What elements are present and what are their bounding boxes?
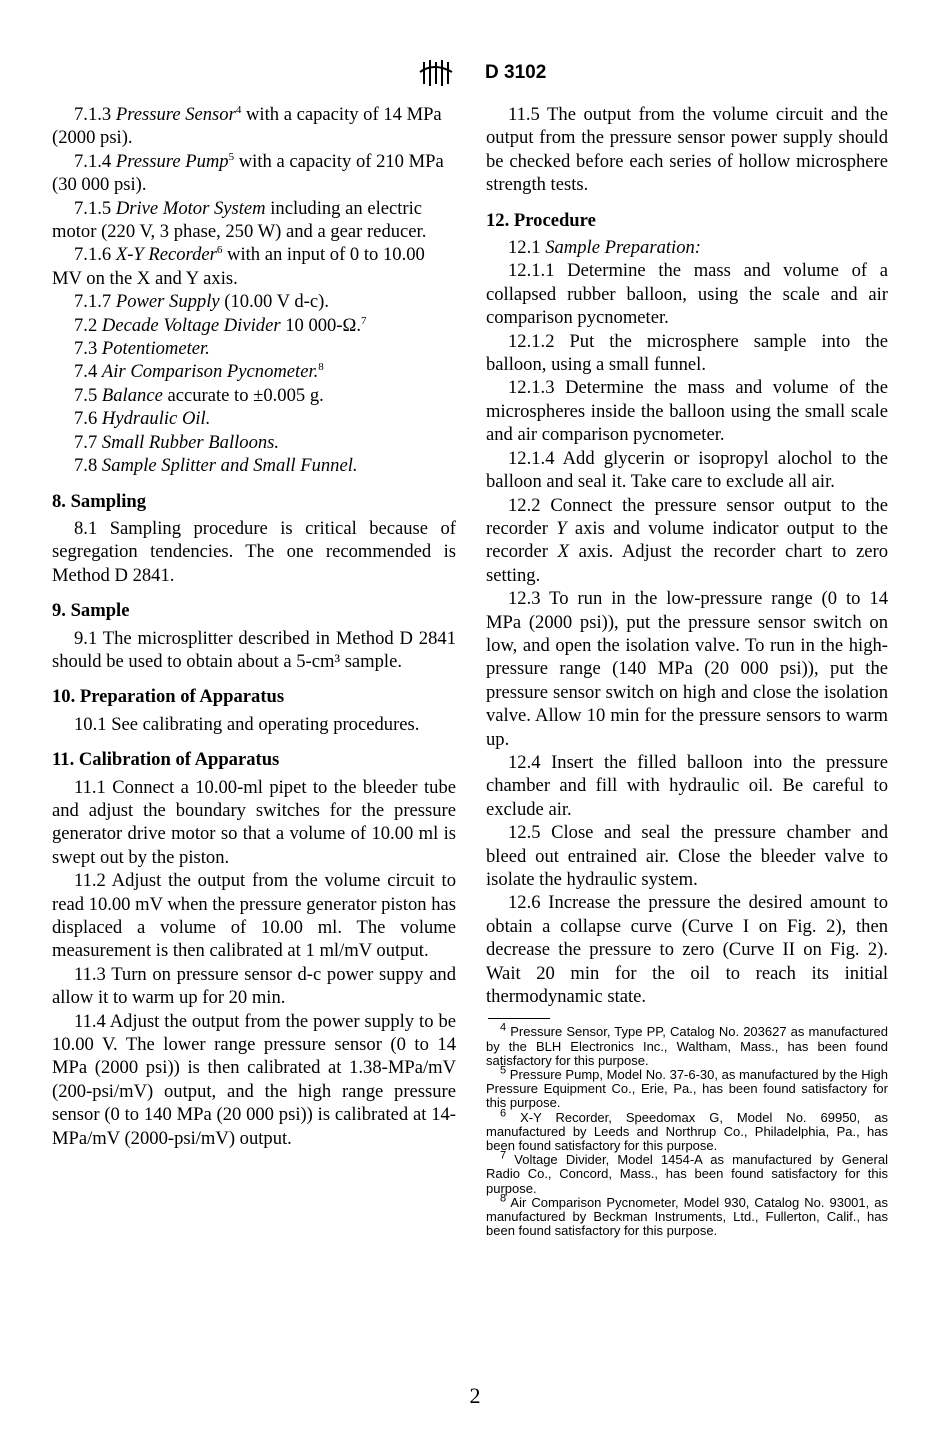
item-7-6: 7.6 Hydraulic Oil. [74,408,211,430]
para-12-3: 12.3 To run in the low-pressure range (0 to 14 MPa (2000 psi)), put the pressure sensor switch on low, and open the isolation valve. To run in the high-pressure range (140 MPa (20 000 psi)), put the pressure sensor switch on high and close the isolation valve. Allow 10 min for the pressure sensors to warm up. [486,588,888,750]
para-12-5: 12.5 Close and seal the pressure chamber and bleed out entrained air. Close the bleeder valve to isolate the hydraulic system. [486,822,888,890]
para-12-1-2: 12.1.2 Put the microsphere sample into the balloon, using a small funnel. [486,330,888,376]
para-12-2: 12.2 Connect the pressure sensor output to the recorder Y axis and volume indicator output to the recorder X axis. Adjust the recorder chart to zero setting. [486,494,888,586]
footnotes [486,1022,888,1239]
footnote-divider [488,1018,550,1019]
para-8-1: 8.1 Sampling procedure is critical because of segregation tendencies. The one recommended is Method D 2841. [52,517,456,586]
item-7-1-7: 7.1.7 Power Supply (10.00 V d-c). [74,291,329,313]
section-10-heading: 10. Preparation of Apparatus [52,686,285,708]
item-7-7: 7.7 Small Rubber Balloons. [74,431,280,453]
footnote-4: $^4$ Pressure Sensor, Type PP, Catalog No. 203627 as manufactured by the BLH Electronics Inc., Waltham, Mass., has been found satisfactory for this purpose. [486,1022,888,1068]
section-11-heading: 11. Calibration of Apparatus [52,749,280,771]
para-11-5: 11.5 The output from the volume circuit and the output from the pressure sensor power supply should be checked before each series of hollow microsphere strength tests. [486,104,888,196]
item-7-1-3: 7.1.3 Pressure Sensor$^4$ with a capacity of 14 MPa (2000 psi). [52,103,442,149]
item-7-4: 7.4 Air Comparison Pycnometer.$^8$ [74,361,324,383]
para-12-1-3: 12.1.3 Determine the mass and volume of the microspheres inside the balloon using the small scale and air comparison pycnometer. [486,377,888,446]
item-7-3: 7.3 Potentiometer. [74,338,210,360]
para-12-1: 12.1 Sample Preparation: [508,237,701,259]
para-12-6: 12.6 Increase the pressure the desired amount to obtain a collapse curve (Curve I on Fig. 2), then decrease the pressure to zero (Curve II on Fig. 2). Wait 20 min for the oil to reach its initial thermodynamic state. [486,892,888,1008]
item-7-8: 7.8 Sample Splitter and Small Funnel. [74,455,358,477]
item-7-5: 7.5 Balance accurate to ±0.005 g. [74,384,324,406]
item-7-1-6: 7.1.6 X-Y Recorder$^6$ with an input of 0 to 10.00 MV on the X and Y axis. [52,244,425,289]
item-7-1-5: 7.1.5 Drive Motor System including an electric motor (220 V, 3 phase, 250 W) and a gear reducer. [52,197,427,243]
right-column [486,103,888,1238]
page-header [0,58,950,88]
para-11-2: 11.2 Adjust the output from the volume circuit to read 10.00 mV when the pressure generator piston has displaced a volume of 10.00 ml. The volume measurement is then calibrated at 1 ml/mV output. [52,870,456,962]
footnote-5: $^5$ Pressure Pump, Model No. 37-6-30, as manufactured by the High Pressure Equipment Co., Erie, Pa., has been found satisfactory for this purpose. [486,1064,888,1111]
para-11-3: 11.3 Turn on pressure sensor d-c power suppy and allow it to warm up for 20 min. [52,963,456,1009]
page-number: 2 [469,1383,481,1408]
para-12-1-1: 12.1.1 Determine the mass and volume of a collapsed rubber balloon, using the scale and air comparison pycnometer. [486,260,888,329]
footnote-7: $^7$ Voltage Divider, Model 1454-A as manufactured by General Radio Co., Concord, Mass., has been found satisfactory for this purpose. [486,1149,888,1196]
section-8-heading: 8. Sampling [52,490,147,512]
para-12-1-4: 12.1.4 Add glycerin or isopropyl alochol to the balloon and seal it. Take care to exclude all air. [486,447,888,493]
item-7-2: 7.2 Decade Voltage Divider 10 000-Ω.$^7$ [74,314,367,336]
para-11-1: 11.1 Connect a 10.00-ml pipet to the bleeder tube and adjust the boundary switches for the pressure generator drive motor so that a volume of 10.00 ml is swept out by the piston. [52,776,456,868]
para-11-4: 11.4 Adjust the output from the power supply to be 10.00 V. The lower range pressure sensor (0 to 14 MPa (2000 psi)) is then calibrated at 1.38-MPa/mV (200-psi/mV) output, and the high range pressure sensor (0 to 140 MPa (20 000 psi)) is calibrated at 14-MPa/mV (2000-psi/mV) output. [52,1010,456,1149]
section-12-heading: 12. Procedure [486,209,596,231]
footnote-8: $^8$ Air Comparison Pycnometer, Model 930, Catalog No. 93001, as manufactured by Beckman Instruments, Ltd., Fullerton, Calif., has been found satisfactory for this purpose. [486,1192,888,1239]
footnote-6: $^6$ X-Y Recorder, Speedomax G, Model No. 69950, as manufactured by Leeds and Northrup Co., Philadelphia, Pa., has been found satisfactory for this purpose. [486,1107,888,1154]
para-12-4: 12.4 Insert the filled balloon into the pressure chamber and fill with hydraulic oil. Be careful to exclude air. [486,751,888,820]
document-code: D 3102 [485,62,547,83]
para-9-1: 9.1 The microsplitter described in Method D 2841 should be used to obtain about a 5-cm³ sample. [52,627,456,672]
astm-logo-icon [410,58,480,88]
para-10-1: 10.1 See calibrating and operating procedures. [74,713,420,735]
section-9-heading: 9. Sample [52,600,130,622]
left-column [52,103,456,1150]
item-7-1-4: 7.1.4 Pressure Pump$^5$ with a capacity of 210 MPa (30 000 psi). [52,150,444,196]
